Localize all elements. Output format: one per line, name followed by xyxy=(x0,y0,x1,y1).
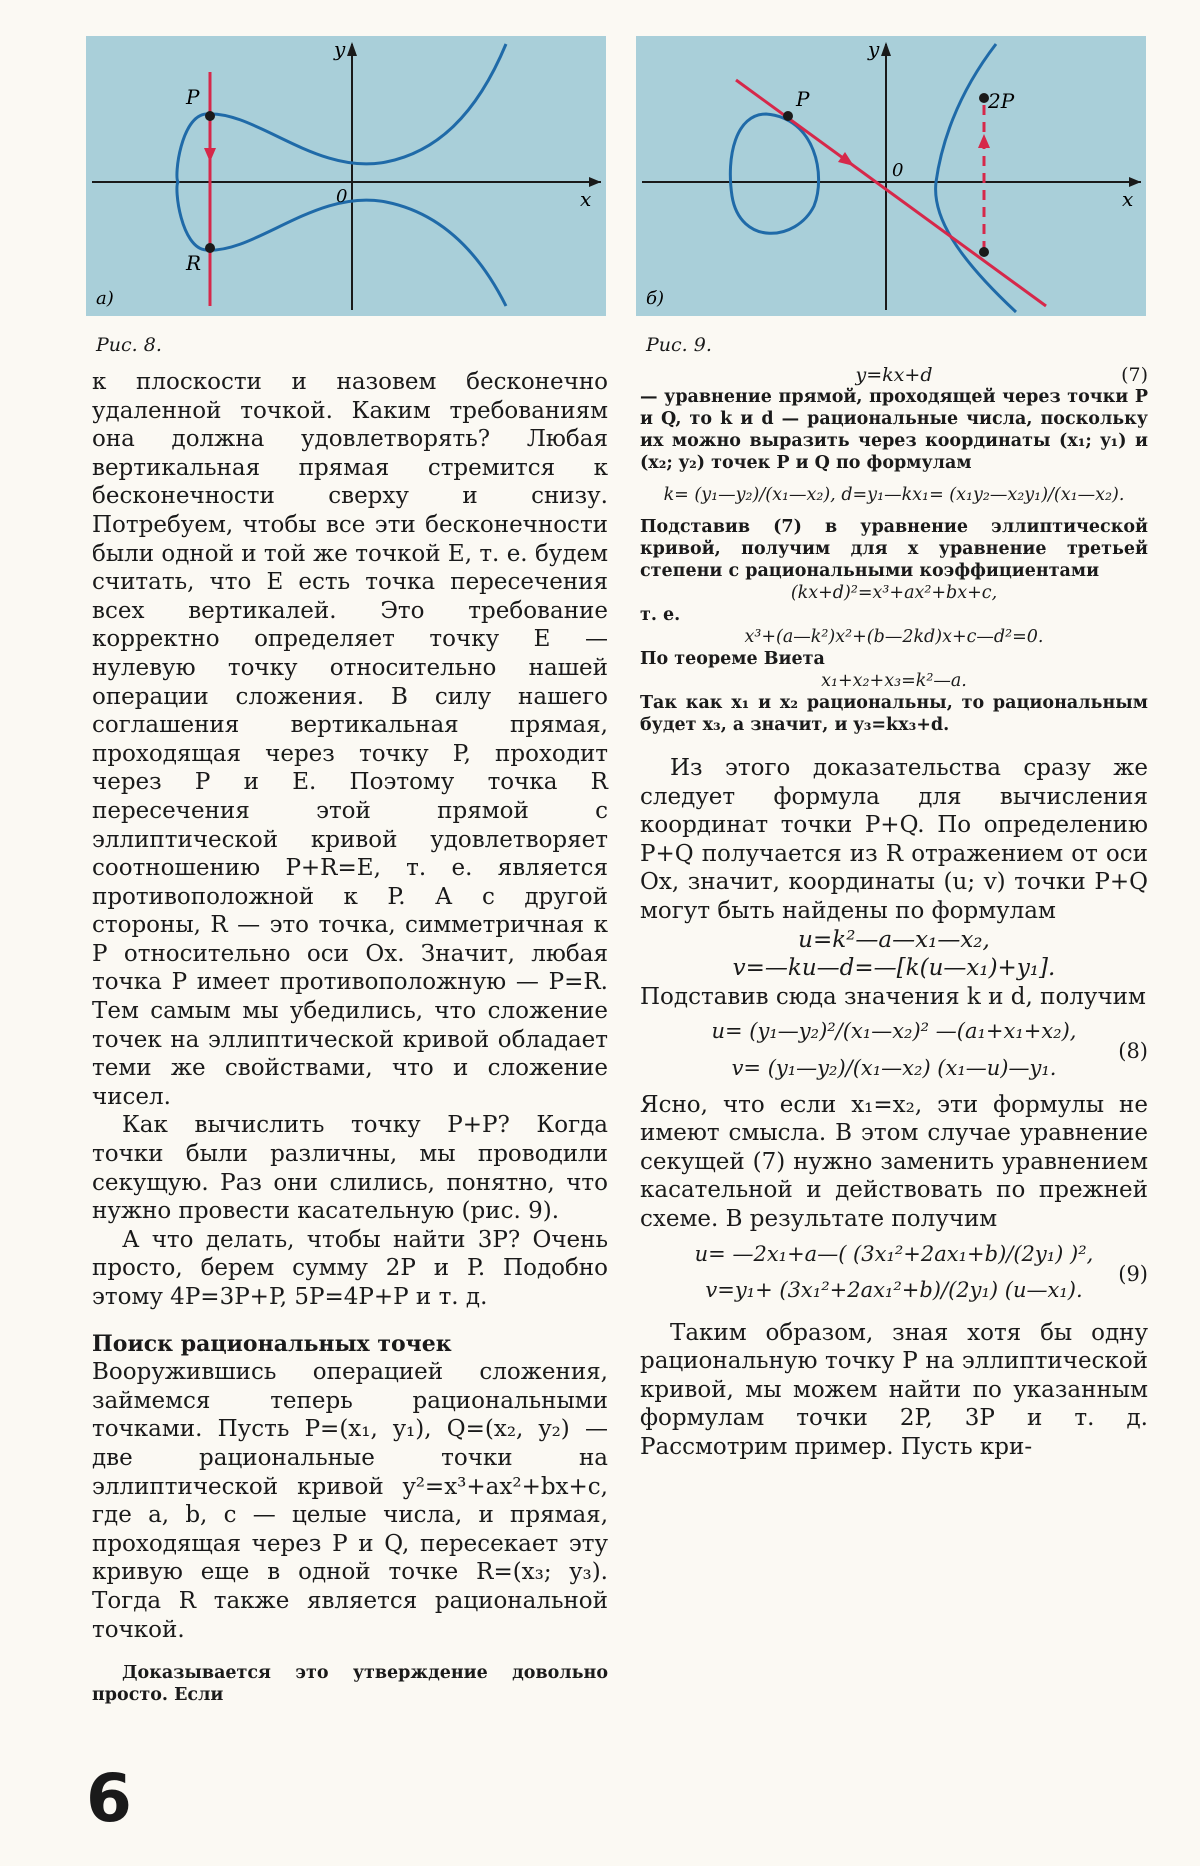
panel-label: б) xyxy=(646,288,665,309)
small-paragraph-5: Так как x₁ и x₂ рациональны, то рациональным будет x₃, а значит, и y₃=kx₃+d. xyxy=(640,693,1148,735)
tangent-line xyxy=(736,80,1046,306)
label-x: x xyxy=(1122,187,1134,211)
section-heading: Поиск рациональных точек xyxy=(92,1330,452,1357)
formula-3: x₁+x₂+x₃=k²—a. xyxy=(821,671,967,691)
equation-8-number: (8) xyxy=(1118,1039,1148,1064)
formula-4b: v=—ku—d=—[k(u—x₁)+y₁]. xyxy=(732,955,1056,982)
panel-label: а) xyxy=(96,288,114,309)
paragraph-2: Как вычислить точку P+P? Когда точки были различны, мы проводили секущую. Раз они слились, понятно, что нужно провести касательную (рис. 9). xyxy=(92,1112,608,1225)
paragraph-b2: Подставив сюда значения k и d, получим xyxy=(640,983,1146,1010)
figure-8-caption: Рис. 8. xyxy=(96,334,162,356)
label-r: R xyxy=(186,251,202,275)
small-paragraph-2: Подставив (7) в уравнение эллиптической кривой, получим для x уравнение третьей степени с рациональными коэффициентами xyxy=(640,517,1148,581)
arrow-icon xyxy=(204,148,216,162)
equation-9-v: v=y₁+ (3x₁²+2ax₁²+b)/(2y₁) (u—x₁). xyxy=(705,1278,1083,1303)
page-number: 6 xyxy=(86,1760,132,1837)
paragraph-b3: Ясно, что если x₁=x₂, эти формулы не имеют смысла. В этом случае уравнение секущей (7) нужно заменить уравнением касательной и действовать по прежней схеме. В результате получим xyxy=(640,1091,1148,1232)
equation-8-u: u= (y₁—y₂)²/(x₁—x₂)² —(a₁+x₁+x₂), xyxy=(711,1019,1077,1044)
equation-9-u: u= —2x₁+a—( (3x₁²+2ax₁+b)/(2y₁) )², xyxy=(694,1241,1094,1266)
elliptic-curve-lower xyxy=(177,114,506,306)
label-x: x xyxy=(580,187,592,211)
label-y: y xyxy=(334,37,346,61)
figure-9-panel xyxy=(636,36,1146,316)
paragraph-3: А что делать, чтобы найти 3P? Очень просто, берем сумму 2P и P. Подобно этому 4P=3P+P, 5P=4P+P и т. д. xyxy=(92,1226,608,1310)
formula-kd: k= (y₁—y₂)/(x₁—x₂), d=y₁—kx₁= (x₁y₂—x₂y₁)/(x₁—x₂). xyxy=(663,485,1125,505)
point-r xyxy=(979,247,989,257)
figure-9-graph xyxy=(636,36,1146,316)
small-paragraph-4: По теореме Виета xyxy=(640,649,825,669)
label-p: P xyxy=(796,87,810,111)
point-p xyxy=(205,111,215,121)
equation-7-number: (7) xyxy=(1121,364,1148,386)
figure-8-graph xyxy=(86,36,606,316)
equation-8 xyxy=(640,1017,1148,1082)
paragraph-b1: Из этого доказательства сразу же следует формула для вычисления координат точки P+Q. По определению P+Q получается из R отражением от оси Ox, значит, координаты (u; v) точки P+Q могут быть найдены по формулам xyxy=(640,755,1148,924)
paragraph-1: к плоскости и назовем бесконечно удаленной точкой. Каким требованиям она должна удовлетворять? Любая вертикальная прямая стремится к бесконечности сверху и снизу. Потребуем, чтобы все эти бесконечности были одной и той же точкой E, т. е. будем считать, что E есть точка пересечения всех вертикалей. Это требование корректно определяет точку E — нулевую точку относительно нашей операции сложения. В силу нашего соглашения вертикальная прямая, проходящая через точку P, проходит через P и E. Поэтому точка R пересечения этой прямой с эллиптической кривой удовлетворяет соотношению P+R=E, т. е. является противоположной к P. А с другой стороны, R — это точка, симметричная к P относительно оси Ox. Значит, любая точка P имеет противоположную — P=R. Тем самым мы убедились, что сложение точек на эллиптической кривой обладает теми же свойствами, что и сложение чисел. xyxy=(92,369,608,1110)
paragraph-b4: Таким образом, зная хотя бы одну рациональную точку P на эллиптической кривой, мы можем найти по указанным формулам точки 2P, 3P и т. д. Рассмотрим пример. Пусть кри- xyxy=(640,1319,1148,1461)
point-r xyxy=(205,243,215,253)
label-origin: 0 xyxy=(336,186,348,207)
elliptic-curve-upper xyxy=(206,44,506,164)
formula-2: x³+(a—k²)x²+(b—2kd)x+c—d²=0. xyxy=(744,627,1044,647)
elliptic-curve-branch xyxy=(936,44,1016,312)
figure-9-caption: Рис. 9. xyxy=(646,334,712,356)
equation-7: y=kx+d (7) xyxy=(855,364,1148,386)
small-paragraph-1: — уравнение прямой, проходящей через точки P и Q, то k и d — рациональные числа, поскольку их можно выразить через координаты (x₁; y₁) и (x₂; y₂) точек P и Q по формулам xyxy=(640,387,1148,473)
label-p: P xyxy=(186,85,200,109)
formula-1: (kx+d)²=x³+ax²+bx+c, xyxy=(790,583,998,603)
label-2p: 2P xyxy=(988,89,1015,113)
equation-9-number: (9) xyxy=(1118,1261,1148,1286)
equation-9 xyxy=(640,1240,1148,1305)
label-origin: 0 xyxy=(892,160,904,181)
paragraph-4: Вооружившись операцией сложения, займемся теперь рациональными точками. Пусть P=(x₁, y₁), Q=(x₂, y₂) — две рациональные точки на эллиптической кривой y²=x³+ax²+bx+c, где a, b, c — целые числа, и прямая, проходящая через P и Q, пересекает эту кривую еще в одной точке R=(x₃; y₃). Тогда R также является рациональной точкой. xyxy=(92,1359,608,1643)
formula-4a: u=k²—a—x₁—x₂, xyxy=(798,926,990,953)
paragraph-5: Доказывается это утверждение довольно просто. Если xyxy=(92,1663,608,1706)
equation-8-v: v= (y₁—y₂)/(x₁—x₂) (x₁—u)—y₁. xyxy=(731,1055,1057,1080)
arrow-up-icon xyxy=(978,134,990,148)
arrow-icon xyxy=(838,152,854,166)
label-y: y xyxy=(868,37,880,61)
right-column xyxy=(640,364,1148,1462)
small-paragraph-3: т. е. xyxy=(640,605,681,625)
left-column xyxy=(92,368,608,1706)
point-p xyxy=(783,111,793,121)
figure-8-panel xyxy=(86,36,606,316)
